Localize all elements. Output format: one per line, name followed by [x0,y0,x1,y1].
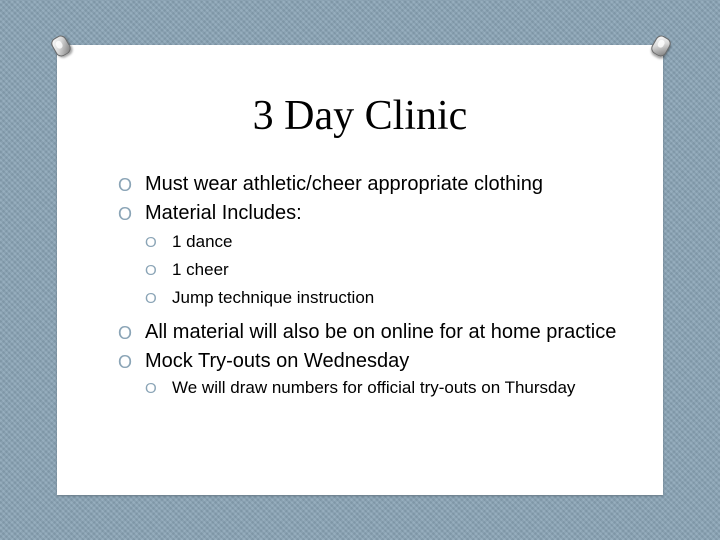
bullet-marker: O [118,323,133,343]
bullet-marker: O [145,234,157,251]
sub-bullet-item [145,376,618,400]
bullet-item [118,199,618,228]
sub-bullet-item [145,284,618,312]
bullet-marker: O [145,380,157,397]
bullet-item [118,318,618,347]
bullet-marker: O [118,204,133,224]
bullet-text: 1 cheer [172,260,229,279]
bullet-text: Must wear athletic/cheer appropriate clothing [145,173,543,195]
bullet-text: 1 dance [172,232,233,251]
bullet-text: Mock Try-outs on Wednesday [145,350,410,372]
slide-title: 3 Day Clinic [252,93,468,139]
bullet-text: We will draw numbers for official try-outs on Thursday [172,378,576,397]
bullet-item [118,170,618,199]
sub-bullet-item [145,228,618,256]
bullet-item [118,347,618,376]
bullet-marker: O [145,290,157,307]
bullet-text: Jump technique instruction [172,288,375,307]
bullet-marker: O [118,175,133,195]
bullet-text: Material Includes: [145,202,302,224]
bullet-text: All material will also be on online for at home practice [145,321,617,343]
bullet-marker: O [118,352,133,372]
bullet-list [118,170,618,400]
sub-bullet-item [145,256,618,284]
bullet-marker: O [145,262,157,279]
